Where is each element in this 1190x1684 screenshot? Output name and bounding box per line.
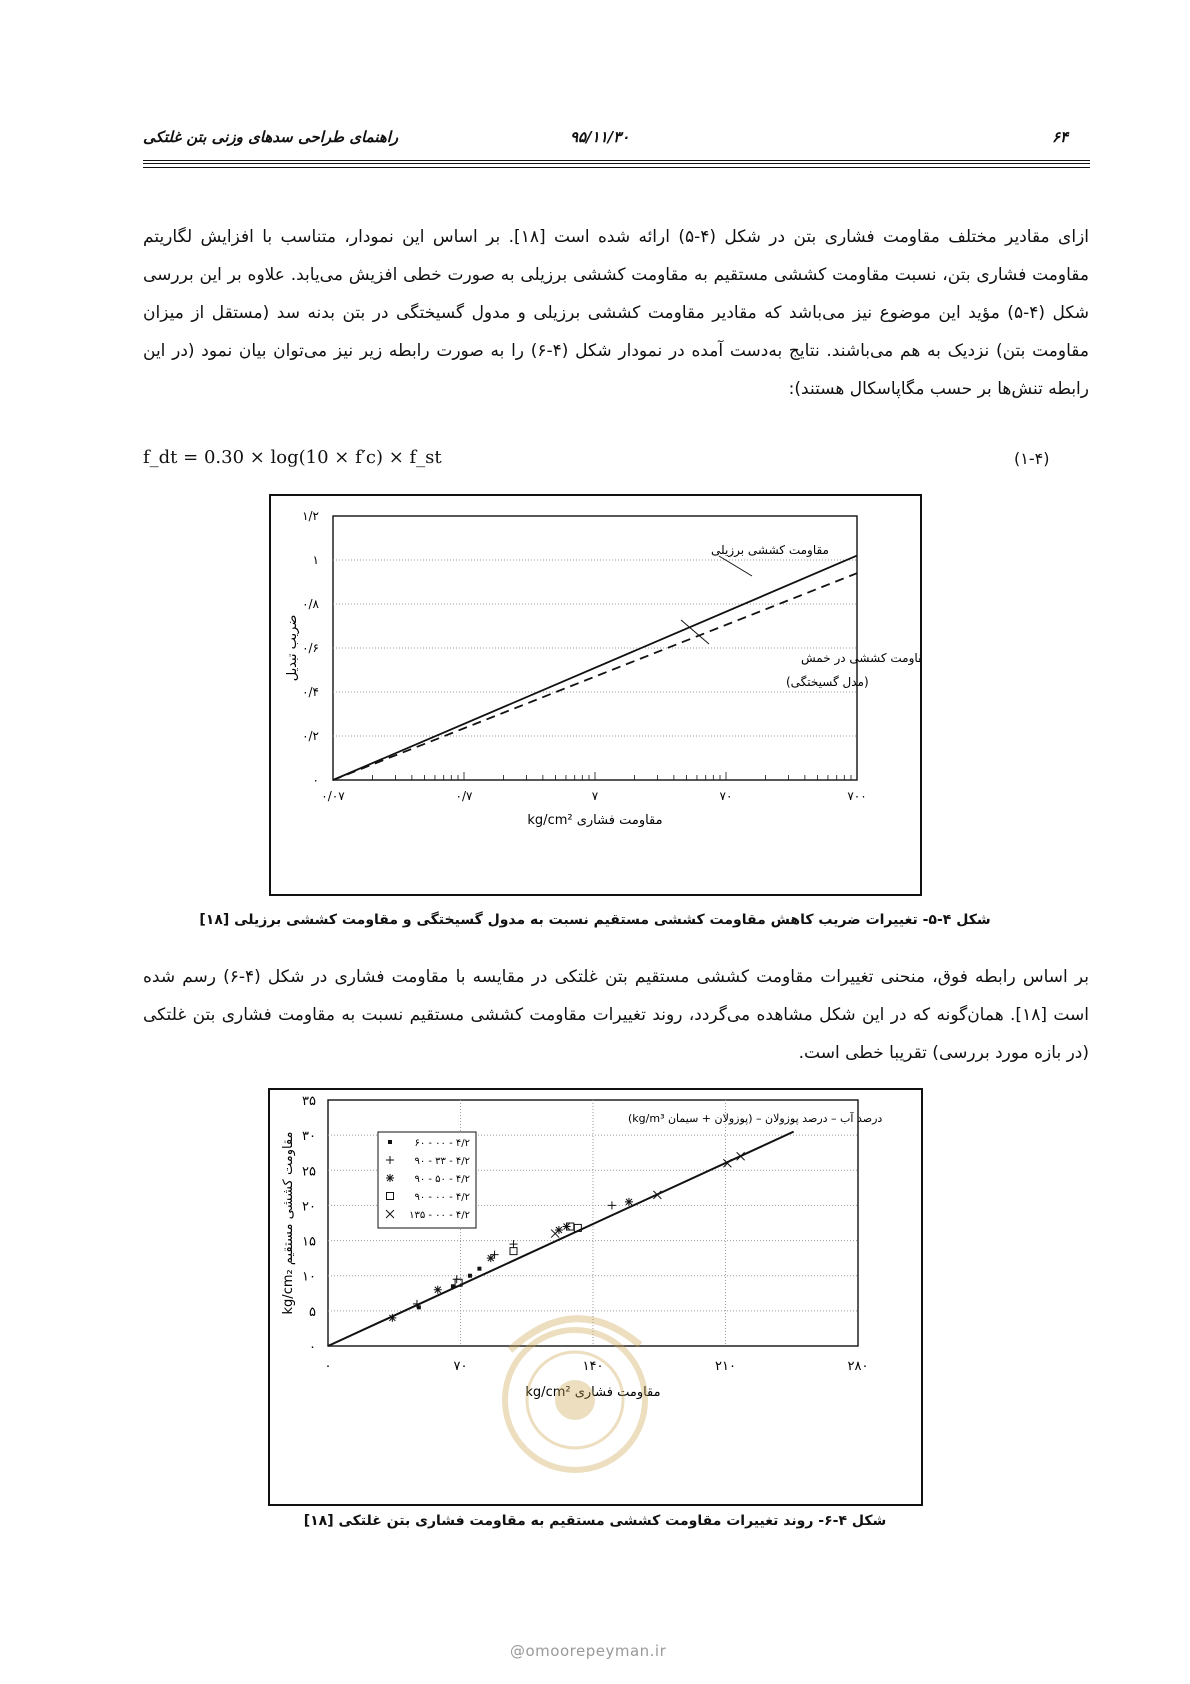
paragraph-text: ازای مقادیر مختلف مقاومت فشاری بتن در شکل (۴-۵) ارائه شده است [۱۸]. بر اساس این نمودار، متناسب با افزایش لگاریتم مقاومت فشاری بتن، نسبت مقاومت کششی مستقیم به مقاومت کششی برزیلی به صورت خطی افزیش می‌یابد. علاوه بر این بررسی شکل (۴-۵) مؤید این موضوع نیز می‌باشد که مقادیر مقاومت کششی برزیلی و مدول گسیختگی در بتن بدنه سد (مستقل از میزان مقاومت بتن) نزدیک به هم می‌باشند. نتایج به‌دست آمده در نمودار شکل (۴-۶) را به صورت رابطه زیر نیز می‌توان بیان نمود (در این رابطه تنش‌ها بر حسب مگاپاسکال هستند): <box>143 227 1090 399</box>
body-paragraph-1 <box>143 218 1089 408</box>
data-point-dot <box>468 1274 472 1278</box>
annotation-leader <box>719 556 752 576</box>
x-axis-label: مقاومت فشاری kg/cm² <box>527 813 663 828</box>
y-tick-label: ۰ <box>312 773 319 787</box>
legend-entry: ۹۰ - ۵۰ - ۴/۲ <box>414 1174 470 1185</box>
y-tick-label: ۱ <box>312 553 319 567</box>
page-number: ۶۴ <box>1052 128 1069 146</box>
y-tick-label: ۳۵ <box>302 1094 316 1109</box>
annotation-label-flexural: مقاومت کششی در خمش <box>801 651 920 665</box>
x-tick-label: ۷۰۰ <box>847 789 867 803</box>
body-paragraph-2 <box>143 958 1089 1072</box>
legend-title: درصد آب – درصد پوزولان – (پوزولان + سیمان kg/m³) <box>628 1112 883 1125</box>
x-tick-label: ۷۰ <box>719 789 733 803</box>
data-point-square <box>510 1248 517 1255</box>
data-point-dot <box>477 1267 481 1271</box>
x-tick-label: ۷ <box>591 789 599 803</box>
y-tick-label: ۰/۴ <box>302 685 319 699</box>
data-point-plus <box>510 1240 518 1248</box>
y-tick-label: ۵ <box>309 1304 316 1320</box>
x-tick-label: ۰ <box>324 1359 332 1374</box>
legend-entry: ۱۳۵ - ۰۰ - ۴/۲ <box>409 1210 470 1221</box>
data-point-asterisk <box>434 1286 442 1294</box>
y-tick-label: ۲۵ <box>302 1164 316 1180</box>
legend-entry: ۶۰ - ۰۰ - ۴/۲ <box>414 1138 470 1149</box>
y-tick-label: ۰ <box>309 1340 316 1355</box>
data-point-plus <box>608 1201 616 1209</box>
data-point-asterisk <box>386 1174 394 1182</box>
figure-2-caption: شکل ۴-۶- روند تغییرات مقاومت کششی مستقیم به مقاومت فشاری بتن غلتکی [۱۸] <box>303 1513 887 1529</box>
paragraph-text: بر اساس رابطه فوق، منحنی تغییرات مقاومت کششی مستقیم بتن غلتکی در مقایسه با مقاومت فشاری در شکل (۴-۶) رسم شده است [۱۸]. همان‌گونه که در این شکل مشاهده می‌گردد، روند تغییرات مقاومت کششی مستقیم نسبت به مقاومت فشاری بتن غلتکی (در بازه مورد بررسی) تقریبا خطی است. <box>143 967 1089 1063</box>
data-point-dot <box>388 1140 392 1144</box>
y-axis-label: مقاومت کششی مستقیم kg/cm₂ <box>281 1131 296 1315</box>
header-date: ۹۵/۱۱/۳۰ <box>570 128 630 146</box>
y-axis-label: ضریب تبدیل <box>285 614 300 682</box>
data-point-asterisk <box>388 1314 396 1322</box>
y-tick-label: ۱۰ <box>302 1269 316 1285</box>
figure-1-chart <box>271 496 920 894</box>
x-axis-label: مقاومت فشاری kg/cm² <box>525 1385 661 1400</box>
watermark-seal-logo <box>470 1290 680 1490</box>
header-title: راهنمای طراحی سدهای وزنی بتن غلتکی <box>143 128 399 146</box>
data-point-asterisk <box>487 1254 495 1262</box>
formula: f_dt = 0.30 × log(10 × f′c) × f_st <box>143 447 442 468</box>
x-tick-label: ۲۱۰ <box>715 1359 736 1374</box>
x-tick-label: ۷۰ <box>453 1359 468 1374</box>
legend-entry: ۹۰ - ۰۰ - ۴/۲ <box>414 1192 470 1203</box>
y-tick-label: ۲۰ <box>302 1199 316 1215</box>
legend-entry: ۹۰ - ۳۳ - ۴/۲ <box>414 1156 470 1167</box>
watermark-site: @omoorepeyman.ir <box>510 1642 667 1660</box>
figure-1-frame <box>269 494 922 896</box>
y-tick-label: ۰/۸ <box>302 597 319 611</box>
y-tick-label: ۰/۲ <box>302 729 319 743</box>
x-tick-label: ۲۸۰ <box>847 1359 869 1374</box>
y-tick-label: ۱/۲ <box>302 509 319 523</box>
y-tick-label: ۳۰ <box>302 1129 316 1145</box>
data-point-dot <box>451 1284 455 1288</box>
data-point-asterisk <box>625 1198 633 1206</box>
equation-number: (۱-۴) <box>1014 449 1050 468</box>
series-line-brazilian <box>333 556 857 780</box>
x-tick-label: ۰/۷ <box>455 789 473 803</box>
y-tick-label: ۰/۶ <box>302 641 319 655</box>
annotation-label-flexural-2: (مدل گسیختگی) <box>786 675 869 689</box>
x-tick-label: ۱۴۰ <box>582 1359 604 1374</box>
header-rule <box>143 160 1090 168</box>
annotation-label-brazilian: مقاومت کششی برزیلی <box>711 543 829 557</box>
figure-1-caption: شکل ۴-۵- تغییرات ضریب کاهش مقاومت کششی مستقیم نسبت به مدول گسیختگی و مقاومت کششی برزیلی [۱۸] <box>199 912 991 928</box>
data-point-x <box>551 1230 559 1238</box>
x-tick-label: ۰/۰۷ <box>321 789 345 803</box>
y-tick-label: ۱۵ <box>302 1234 316 1250</box>
